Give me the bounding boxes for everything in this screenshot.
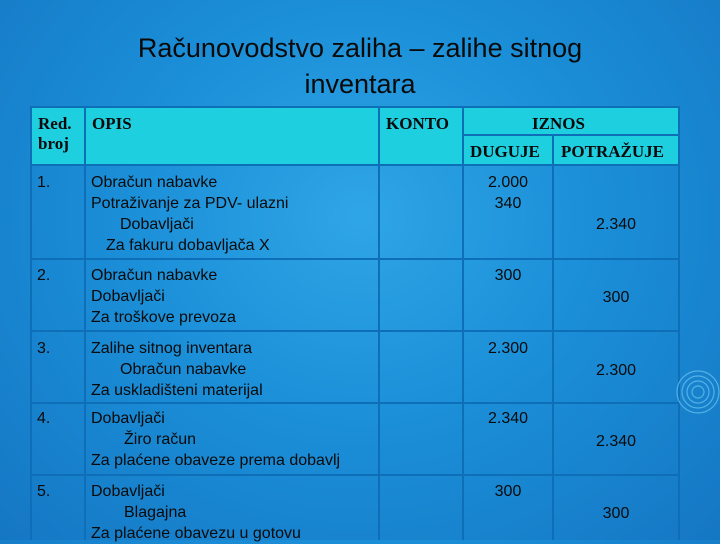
duguje-line: 2.000 — [487, 174, 529, 191]
grid-line-header-bottom — [30, 164, 680, 166]
description-line: Za fakuru dobavljača X — [106, 237, 270, 254]
description-line: Za plaćene obavezu u gotovu — [91, 525, 301, 542]
header-duguje: DUGUJE — [470, 142, 540, 161]
row-description — [91, 172, 288, 256]
duguje-line: 340 — [494, 195, 522, 212]
header-red-line2: broj — [38, 134, 69, 153]
description-line: Obračun nabavke — [91, 174, 218, 191]
duguje-value — [464, 172, 552, 214]
grid-line-row4 — [30, 474, 680, 476]
duguje-value: 2.300 — [487, 340, 529, 357]
description-line: Dobavljači — [91, 483, 165, 500]
header-potrazuje: POTRAŽUJE — [561, 142, 664, 161]
slide-title-line1: Računovodstvo zaliha – zalihe sitnog — [137, 33, 583, 63]
row-description — [91, 265, 236, 328]
potrazuje-value: 2.340 — [595, 216, 637, 233]
description-line: Zalihe sitnog inventara — [91, 340, 252, 357]
row-number: 3. — [37, 340, 51, 357]
potrazuje-value: 2.300 — [595, 362, 637, 379]
header-opis: OPIS — [92, 114, 132, 133]
row-number: 5. — [37, 483, 51, 500]
description-line: Za troškove prevoza — [91, 309, 236, 326]
grid-line-iznos-split — [462, 134, 680, 136]
header-red-line1: Red. — [38, 114, 72, 133]
row-description — [91, 408, 340, 471]
grid-line-row2 — [30, 330, 680, 332]
duguje-value: 300 — [494, 267, 522, 284]
slide-title-line2: inventara — [304, 69, 416, 99]
header-konto: KONTO — [386, 114, 449, 133]
row-description — [91, 338, 263, 401]
header-iznos: IZNOS — [532, 114, 585, 133]
row-number: 2. — [37, 267, 51, 284]
grid-line-top — [30, 106, 680, 108]
potrazuje-value: 300 — [602, 505, 630, 522]
swirl-decoration-icon — [660, 360, 720, 420]
grid-line-potrazuje — [552, 136, 554, 540]
potrazuje-value: 300 — [602, 289, 630, 306]
duguje-value: 300 — [494, 483, 522, 500]
row-number: 1. — [37, 174, 51, 191]
duguje-value: 2.340 — [487, 410, 529, 427]
row-description — [91, 481, 301, 544]
description-line: Potraživanje za PDV- ulazni — [91, 195, 289, 212]
description-line: Dobavljači — [91, 410, 165, 427]
description-line: Dobavljači — [91, 288, 165, 305]
description-line: Obračun nabavke — [120, 361, 247, 378]
slide-title — [0, 30, 720, 102]
grid-line-row1 — [30, 258, 680, 260]
description-line: Dobavljači — [120, 216, 194, 233]
description-line: Obračun nabavke — [91, 267, 218, 284]
header-red-broj — [38, 114, 72, 154]
description-line: Za plaćene obaveze prema dobavlj — [91, 452, 341, 469]
description-line: Žiro račun — [124, 431, 197, 448]
description-line: Blagajna — [124, 504, 187, 521]
description-line: Za uskladišteni materijal — [91, 382, 263, 399]
grid-line-row3 — [30, 402, 680, 404]
row-number: 4. — [37, 410, 51, 427]
potrazuje-value: 2.340 — [595, 433, 637, 450]
